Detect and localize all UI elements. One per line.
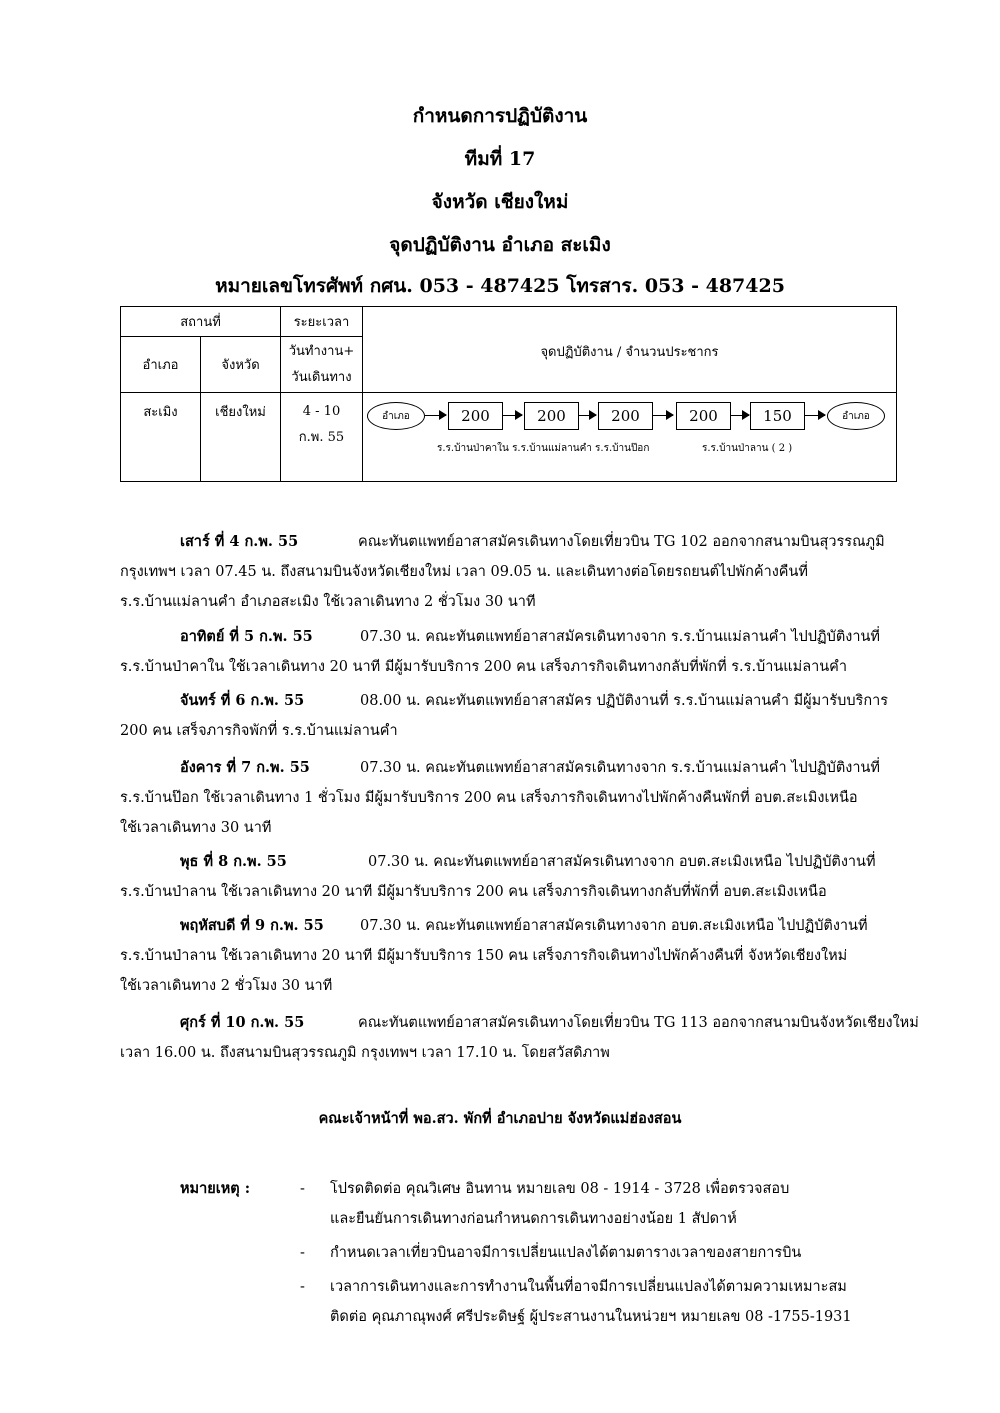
flow-arrow [579, 415, 596, 416]
day-label: ศุกร์ ที่ 10 ก.พ. 55 [180, 1014, 305, 1031]
day-line: ร.ร.บ้านป๊อก ใช้เวลาเดินทาง 1 ชั่วโมง มีผู้มารับบริการ 200 คน เสร็จภารกิจเดินทางไปพักค้างคืนพักที่ อบต.สะเมิงเหนือ [120, 790, 858, 806]
dates-line1: 4 - 10 [302, 404, 341, 419]
day-first-line: 07.30 น. คณะทันตแพทย์อาสาสมัครเดินทางจาก ร.ร.บ้านแม่ลานคำ ไปปฏิบัติงานที่ [360, 760, 880, 776]
workdays-line2: วันเดินทาง [291, 369, 352, 385]
row-province: เชียงใหม่ [201, 393, 281, 482]
flow-arrow [425, 415, 446, 416]
day-first-line: 07.30 น. คณะทันตแพทย์อาสาสมัครเดินทางจาก ร.ร.บ้านแม่ลานคำ ไปปฏิบัติงานที่ [360, 629, 880, 645]
day-label: พฤหัสบดี ที่ 9 ก.พ. 55 [180, 917, 324, 934]
day-paragraph-7 [120, 1008, 935, 1068]
day-line: ใช้เวลาเดินทาง 30 นาที [120, 820, 272, 836]
note-line-2: และยืนยันการเดินทางก่อนกำหนดการเดินทางอย่างน้อย 1 สัปดาห์ [330, 1211, 737, 1227]
doc-title: กำหนดการปฏิบัติงาน [412, 105, 588, 127]
flow-arrow [805, 415, 825, 416]
team-number: ทีมที่ 17 [464, 148, 536, 170]
staff-line: คณะเจ้าหน้าที่ พอ.สว. พักที่ อำเภอปาย จังหวัดแม่ฮ่องสอน [318, 1110, 682, 1127]
flow-box-1: 200 [448, 402, 503, 430]
dates-line2: ก.พ. 55 [298, 430, 345, 445]
day-line: กรุงเทพฯ เวลา 07.45 น. ถึงสนามบินจังหวัดเชียงใหม่ เวลา 09.05 น. และเดินทางต่อโดยรถยนต์ไปพักค้างคืนที่ [120, 564, 808, 580]
day-paragraph-2 [120, 622, 935, 682]
flow-diagram [367, 397, 892, 457]
district-title: จุดปฏิบัติงาน อำเภอ สะเมิง [389, 234, 611, 256]
day-first-line: 07.30 น. คณะทันตแพทย์อาสาสมัครเดินทางจาก อบต.สะเมิงเหนือ ไปปฏิบัติงานที่ [360, 918, 868, 934]
place-header: สถานที่ [121, 307, 281, 337]
note-dash: - [300, 1279, 305, 1295]
day-paragraph-4 [120, 753, 935, 843]
flow-arrow [731, 415, 749, 416]
flow-box-4: 200 [676, 402, 731, 430]
day-line: 200 คน เสร็จภารกิจพักที่ ร.ร.บ้านแม่ลานคำ [120, 723, 398, 739]
phone-line: หมายเลขโทรศัพท์ กศน. 053 - 487425 โทรสาร. 053 - 487425 [215, 275, 785, 297]
day-label: อาทิตย์ ที่ 5 ก.พ. 55 [180, 628, 313, 645]
day-label: อังคาร ที่ 7 ก.พ. 55 [180, 759, 310, 776]
note-dash: - [300, 1245, 305, 1261]
day-first-line: คณะทันตแพทย์อาสาสมัครเดินทางโดยเที่ยวบิน TG 113 ออกจากสนามบินจังหวัดเชียงใหม่ [358, 1015, 919, 1031]
flow-start: อำเภอ [367, 402, 425, 430]
day-paragraph-3 [120, 686, 935, 746]
day-first-line: คณะทันตแพทย์อาสาสมัครเดินทางโดยเที่ยวบิน TG 102 ออกจากสนามบินสุวรรณภูมิ [358, 534, 885, 550]
day-first-line: 07.30 น. คณะทันตแพทย์อาสาสมัครเดินทางจาก อบต.สะเมิงเหนือ ไปปฏิบัติงานที่ [368, 854, 876, 870]
flow-box-5: 150 [750, 402, 805, 430]
day-first-line: 08.00 น. คณะทันตแพทย์อาสาสมัคร ปฏิบัติงานที่ ร.ร.บ้านแม่ลานคำ มีผู้มารับบริการ [360, 693, 889, 709]
day-line: เวลา 16.00 น. ถึงสนามบินสุวรรณภูมิ กรุงเทพฯ เวลา 17.10 น. โดยสวัสดิภาพ [120, 1045, 610, 1061]
day-line: ร.ร.บ้านป่าคาใน ใช้เวลาเดินทาง 20 นาที มีผู้มารับบริการ 200 คน เสร็จภารกิจเดินทางกลับที่พักที่ ร.ร.บ้านแม่ลานคำ [120, 659, 847, 675]
flow-label-b: ร.ร.บ้านป่าลาน ( 2 ) [702, 443, 793, 454]
note-line-1: โปรดติดต่อ คุณวิเศษ อินทาน หมายเลข 08 - 1914 - 3728 เพื่อตรวจสอบ [330, 1181, 790, 1197]
flow-box-3: 200 [598, 402, 653, 430]
points-header: จุดปฏิบัติงาน / จำนวนประชากร [363, 307, 897, 393]
district-header: อำเภอ [121, 337, 201, 393]
flow-arrow [653, 415, 673, 416]
day-line: ร.ร.บ้านป่าลาน ใช้เวลาเดินทาง 20 นาที มีผู้มารับบริการ 200 คน เสร็จภารกิจเดินทางกลับที่พักที่ อบต.สะเมิงเหนือ [120, 884, 827, 900]
day-line: ร.ร.บ้านป่าลาน ใช้เวลาเดินทาง 20 นาที มีผู้มารับบริการ 150 คน เสร็จภารกิจเดินทางไปพักค้างคืนที่ จังหวัดเชียงใหม่ [120, 948, 848, 964]
province-title: จังหวัด เชียงใหม่ [431, 191, 569, 213]
workdays-header [281, 337, 363, 393]
note-dash: - [300, 1181, 305, 1197]
day-paragraph-1 [120, 527, 935, 617]
day-label: จันทร์ ที่ 6 ก.พ. 55 [180, 692, 305, 709]
flow-arrow [503, 415, 522, 416]
flow-box-2: 200 [524, 402, 579, 430]
day-label: พุธ ที่ 8 ก.พ. 55 [180, 853, 287, 870]
row-dates [281, 393, 363, 482]
workdays-line1: วันทำงาน+ [288, 343, 355, 359]
day-line: ใช้เวลาเดินทาง 2 ชั่วโมง 30 นาที [120, 978, 333, 994]
note-line-3: กำหนดเวลาเที่ยวบินอาจมีการเปลี่ยนแปลงได้ตามตารางเวลาของสายการบิน [330, 1245, 802, 1261]
day-line: ร.ร.บ้านแม่ลานคำ อำเภอสะเมิง ใช้เวลาเดินทาง 2 ชั่วโมง 30 นาที [120, 594, 536, 610]
note-line-4: เวลาการเดินทางและการทำงานในพื้นที่อาจมีการเปลี่ยนแปลงได้ตามความเหมาะสม [330, 1279, 847, 1295]
day-paragraph-6 [120, 911, 935, 1001]
province-header: จังหวัด [201, 337, 281, 393]
duration-header: ระยะเวลา [281, 307, 363, 337]
flow-end: อำเภอ [827, 402, 885, 430]
note-line-5: ติดต่อ คุณภาณุพงศ์ ศรีประดิษฐ์ ผู้ประสานงานในหน่วยฯ หมายเลข 08 -1755-1931 [330, 1309, 852, 1325]
row-district: สะเมิง [121, 393, 201, 482]
flow-label-a: ร.ร.บ้านป่าคาใน ร.ร.บ้านแม่ลานคำ ร.ร.บ้านป๊อก [437, 443, 650, 454]
day-label: เสาร์ ที่ 4 ก.พ. 55 [180, 533, 299, 550]
notes-header: หมายเหตุ : [180, 1180, 251, 1197]
day-paragraph-5 [120, 847, 935, 907]
